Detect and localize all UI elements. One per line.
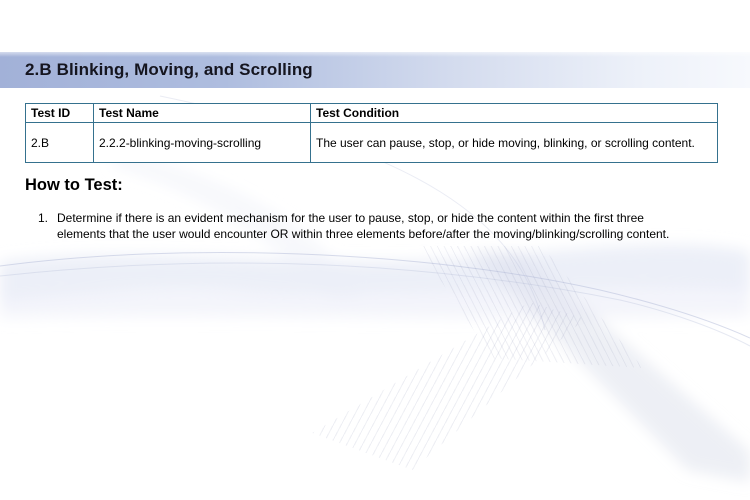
- how-to-test-heading: How to Test:: [25, 176, 123, 194]
- column-header-test-name: Test Name: [94, 104, 311, 123]
- cell-test-condition: The user can pause, stop, or hide moving, blinking, or scrolling content.: [311, 123, 718, 163]
- section-header-bar: [0, 52, 750, 88]
- step-number: 1.: [38, 211, 49, 225]
- cell-test-id: 2.B: [26, 123, 94, 163]
- cell-test-name: 2.2.2-blinking-moving-scrolling: [94, 123, 311, 163]
- section-title: 2.B Blinking, Moving, and Scrolling: [25, 60, 313, 79]
- list-item: [38, 211, 698, 243]
- step-text: Determine if there is an evident mechanism for the user to pause, stop, or hide the content within the first three elements that the user would encounter OR within three elements before/after the moving/blinking/scrolling content.: [57, 211, 670, 241]
- table-row: [26, 123, 718, 163]
- column-header-test-id: Test ID: [26, 104, 94, 123]
- how-to-test-steps: [38, 211, 698, 243]
- column-header-test-condition: Test Condition: [311, 104, 718, 123]
- test-summary-table: [25, 103, 718, 163]
- table-header-row: [26, 104, 718, 123]
